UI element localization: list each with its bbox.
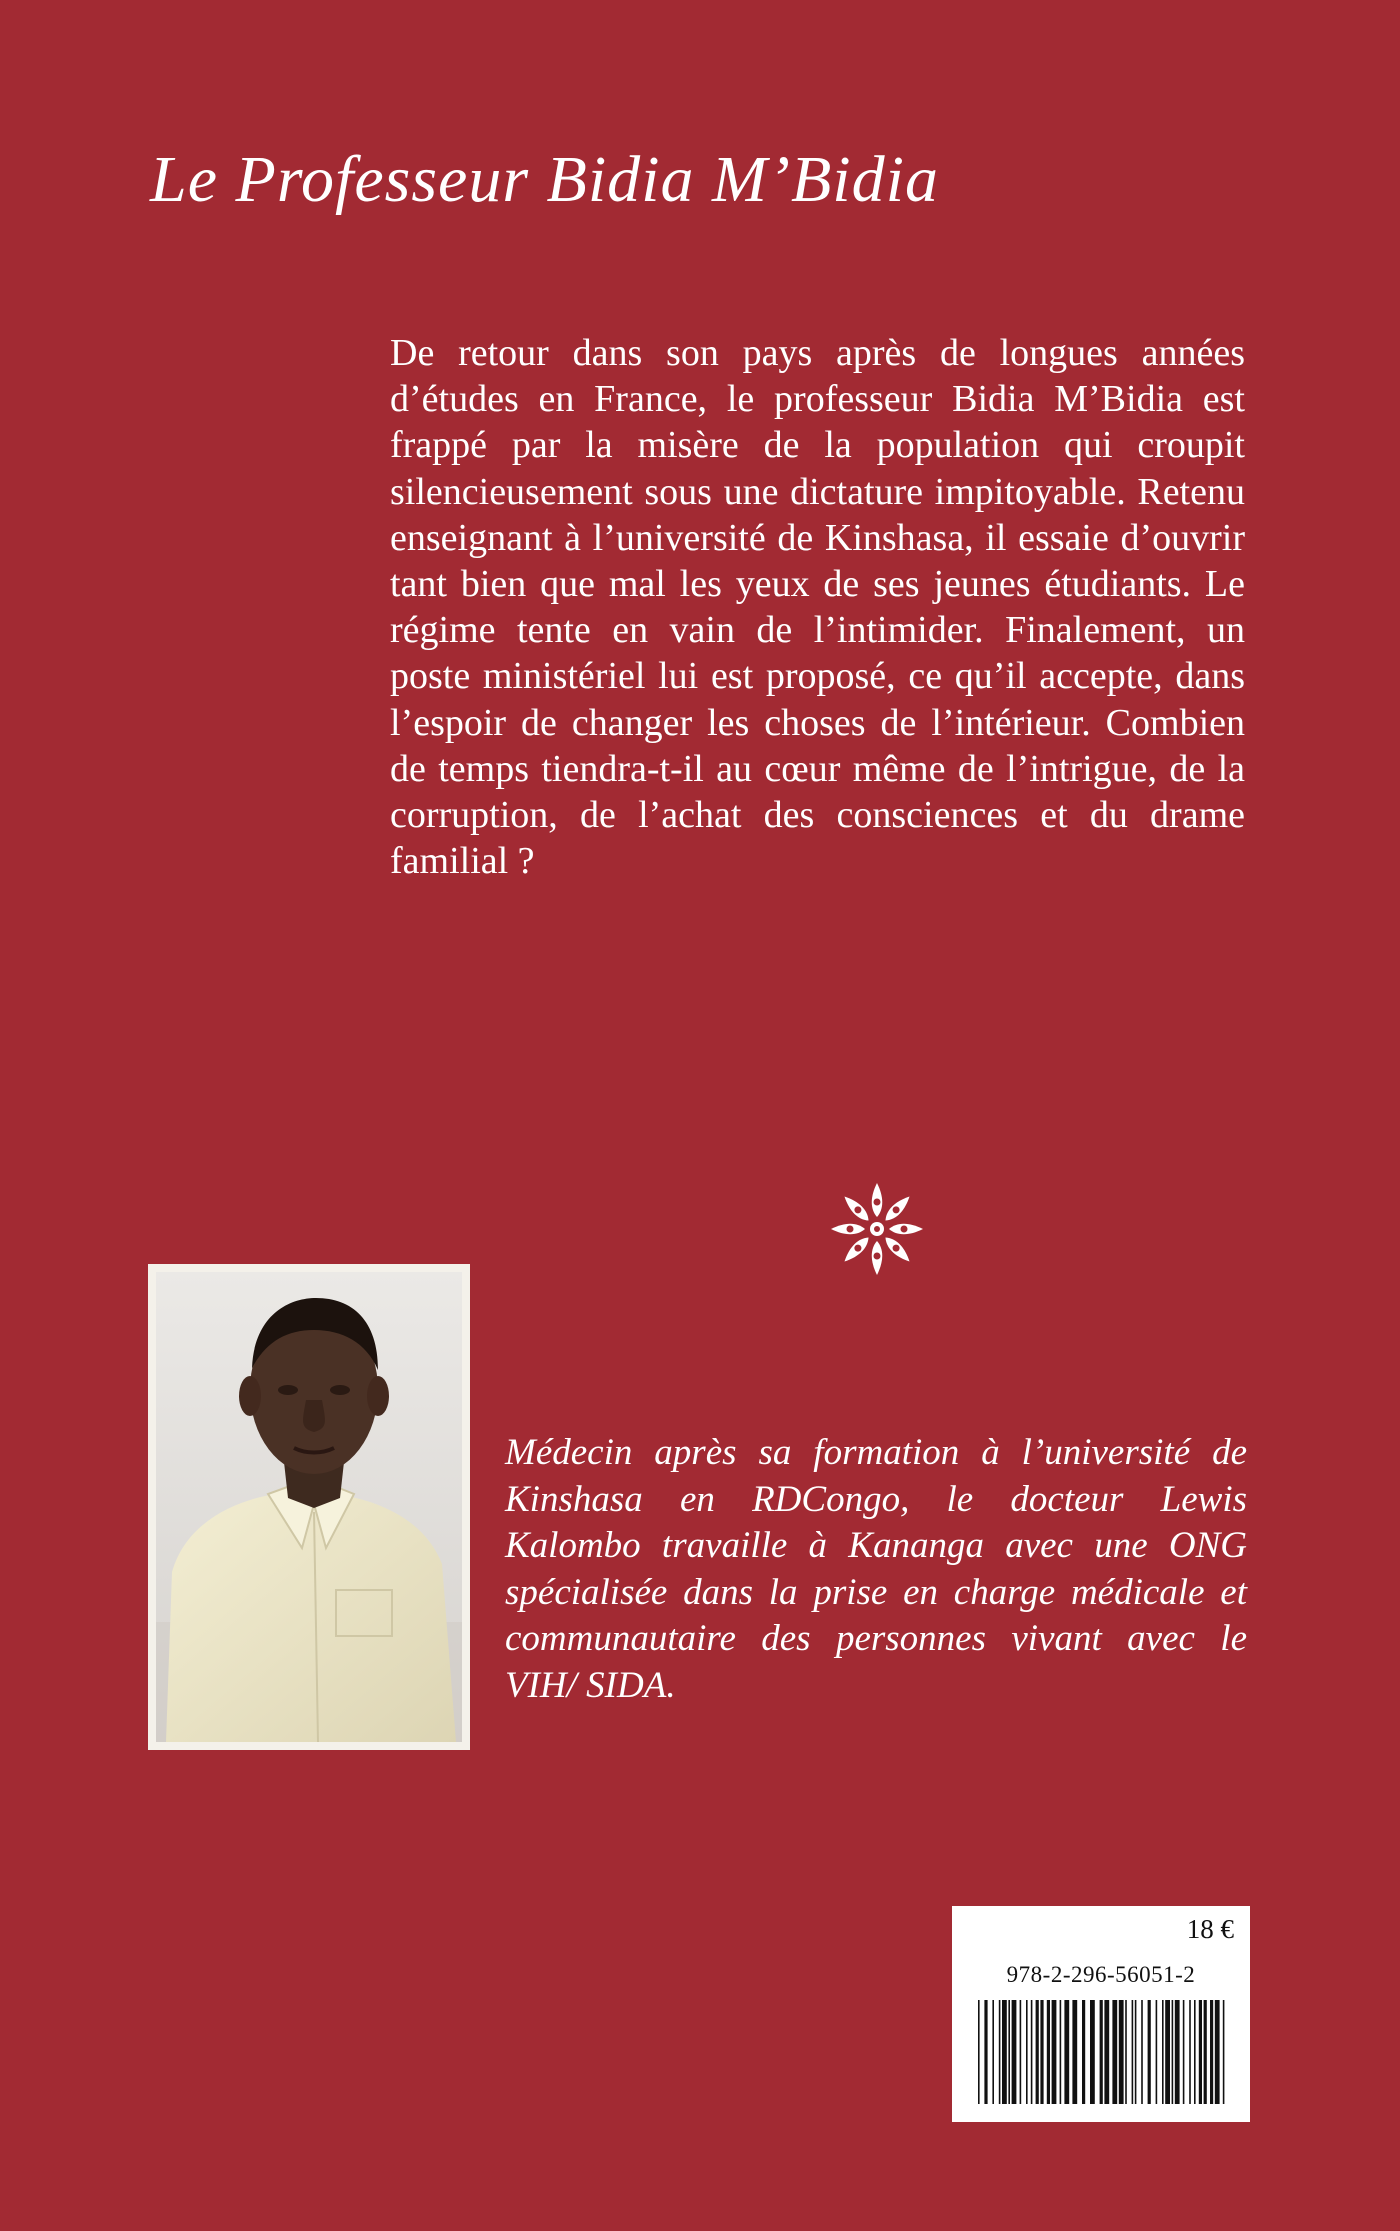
barcode-bar (1135, 2000, 1137, 2104)
barcode-bar (1183, 2000, 1185, 2104)
barcode-bar (992, 2000, 994, 2104)
barcode-bar (1194, 2000, 1196, 2104)
barcode-bar (1172, 2000, 1174, 2104)
barcode-icon (976, 2000, 1226, 2104)
barcode-bar (1047, 2000, 1050, 2104)
barcode-bar (1112, 2000, 1117, 2104)
barcode-bar (1026, 2000, 1028, 2104)
barcode-bar (1036, 2000, 1039, 2104)
book-title: Le Professeur Bidia M’Bidia (150, 143, 939, 216)
barcode-bar (1031, 2000, 1033, 2104)
barcode-bar (1156, 2000, 1158, 2104)
barcode-box (952, 1906, 1250, 2122)
synopsis-text: De retour dans son pays après de longues années d’études en France, le professeur Bidia M’Bidia est frappé par la misère de la population qui croupit silencieusement sous une dictature impitoyable. Retenu enseignant à l’université de Kinshasa, il essaie d’ouvrir tant bien que mal les yeux de ses jeunes étudiants. Le régime tente en vain de l’intimider. Finalement, un poste ministériel lui est proposé, ce qu’il accepte, dans l’espoir de changer les choses de l’intérieur. Combien de temps tiendra-t-il au cœur même de l’intrigue, de la corruption, de l’achat des consciences et du drame familial ? (390, 332, 1245, 883)
barcode-bar (1210, 2000, 1213, 2104)
author-photo-frame (148, 1264, 470, 1750)
barcode-bar (1119, 2000, 1124, 2104)
barcode-bar (984, 2000, 987, 2104)
barcode-bar (1215, 2000, 1220, 2104)
barcode-bar (1002, 2000, 1007, 2104)
barcode-bar (1020, 2000, 1022, 2104)
barcode-bar (999, 2000, 1001, 2104)
barcode-bar (1125, 2000, 1127, 2104)
barcode-bar (1141, 2000, 1143, 2104)
author-portrait (156, 1272, 462, 1742)
barcode-bar (1148, 2000, 1151, 2104)
barcode-bar (1082, 2000, 1085, 2104)
barcode-bar (1204, 2000, 1207, 2104)
barcode-bar (1100, 2000, 1103, 2104)
floral-ornament-icon (822, 1174, 932, 1284)
price-label: 18 € (1186, 1914, 1234, 1944)
author-bio: Médecin après sa formation à l’université de Kinshasa en RDCongo, le docteur Lewis Kalombo travaille à Kananga avec une ONG spécialisée dans la prise en charge médicale et communautaire des personnes vivant avec le VIH/ SIDA. (505, 1432, 1247, 1706)
barcode-bar (1223, 2000, 1225, 2104)
barcode-bar (1175, 2000, 1180, 2104)
barcode-bar (978, 2000, 980, 2104)
barcode-bar (1064, 2000, 1069, 2104)
barcode-bar (1008, 2000, 1010, 2104)
barcode-bar (1189, 2000, 1191, 2104)
barcode-bar (1090, 2000, 1095, 2104)
barcode-bar (1162, 2000, 1164, 2104)
barcode-bar (1132, 2000, 1134, 2104)
barcode-bar (1199, 2000, 1202, 2104)
barcode-bar (1072, 2000, 1077, 2104)
barcode-bar (1165, 2000, 1170, 2104)
barcode-bar (1012, 2000, 1017, 2104)
barcode-bar (1052, 2000, 1057, 2104)
author-portrait-illustration (156, 1272, 462, 1742)
isbn-number: 978-2-296-56051-2 (1006, 1962, 1196, 1987)
barcode-bar (1040, 2000, 1043, 2104)
barcode-bar (1104, 2000, 1109, 2104)
barcode-bar (1060, 2000, 1062, 2104)
